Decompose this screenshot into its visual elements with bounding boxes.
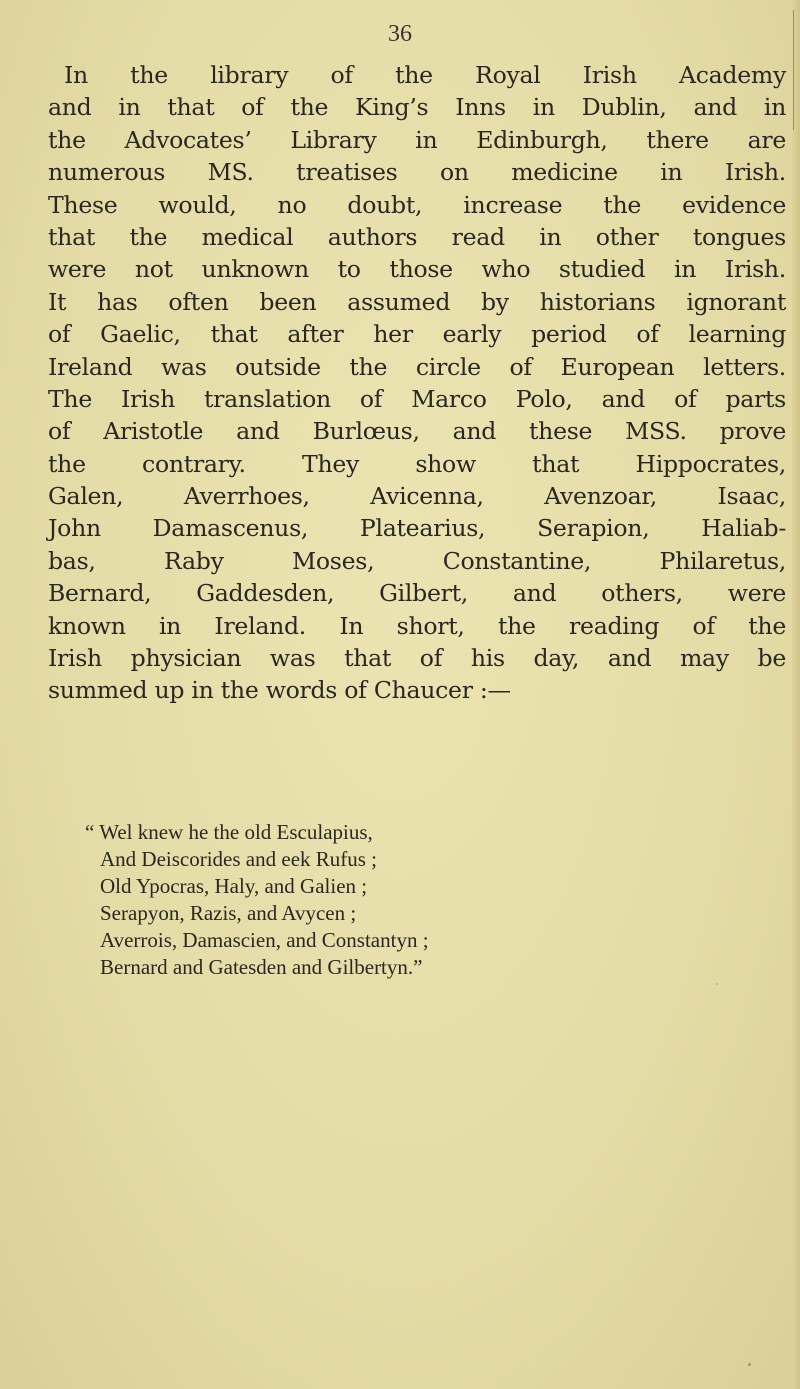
body-line: Irish physician was that of his day, and may be	[48, 644, 786, 673]
body-line: the contrary. They show that Hippocrates,	[48, 449, 786, 478]
body-line: John Damascenus, Platearius, Serapion, Haliab-	[48, 514, 786, 543]
verse-line: Serapyon, Razis, and Avycen ;	[100, 901, 357, 925]
verse-line: “ Wel knew he the old Esculapius,	[85, 820, 373, 844]
page-edge	[792, 0, 800, 1389]
body-line: summed up in the words of Chaucer :—	[48, 676, 511, 705]
verse-line: Averrois, Damascien, and Constantyn ;	[100, 928, 429, 952]
body-line: In the library of the Royal Irish Academy	[64, 61, 786, 89]
body-line: numerous MS. treatises on medicine in Irish.	[48, 158, 786, 187]
paper-speck	[716, 983, 718, 985]
body-line: Ireland was outside the circle of European letters.	[48, 352, 786, 381]
paper-speck	[748, 1363, 751, 1366]
verse-line: Old Ypocras, Haly, and Galien ;	[100, 874, 368, 898]
body-line: that the medical authors read in other tongues	[48, 222, 786, 251]
body-line: The Irish translation of Marco Polo, and of parts	[48, 384, 786, 413]
page-number: 36	[388, 21, 412, 47]
body-line: known in Ireland. In short, the reading of the	[48, 611, 786, 640]
body-line: were not unknown to those who studied in Irish.	[48, 255, 786, 284]
body-line: These would, no doubt, increase the evidence	[48, 190, 786, 219]
body-line: of Gaelic, that after her early period of learning	[48, 320, 786, 349]
body-line: of Aristotle and Burlœus, and these MSS. prove	[48, 417, 786, 446]
body-paragraph	[48, 59, 786, 707]
body-line: and in that of the King’s Inns in Dublin, and in	[48, 93, 786, 122]
verse-quotation	[85, 819, 725, 981]
body-line: the Advocates’ Library in Edinburgh, there are	[48, 125, 786, 154]
body-line: It has often been assumed by historians ignorant	[48, 287, 786, 316]
body-line: Galen, Averrhoes, Avicenna, Avenzoar, Isaac,	[48, 482, 786, 511]
verse-line: And Deiscorides and eek Rufus ;	[100, 847, 378, 871]
body-line: Bernard, Gaddesden, Gilbert, and others, were	[48, 579, 786, 608]
verse-line: Bernard and Gatesden and Gilbertyn.”	[100, 955, 423, 979]
body-line: bas, Raby Moses, Constantine, Philaretus,	[48, 546, 786, 575]
